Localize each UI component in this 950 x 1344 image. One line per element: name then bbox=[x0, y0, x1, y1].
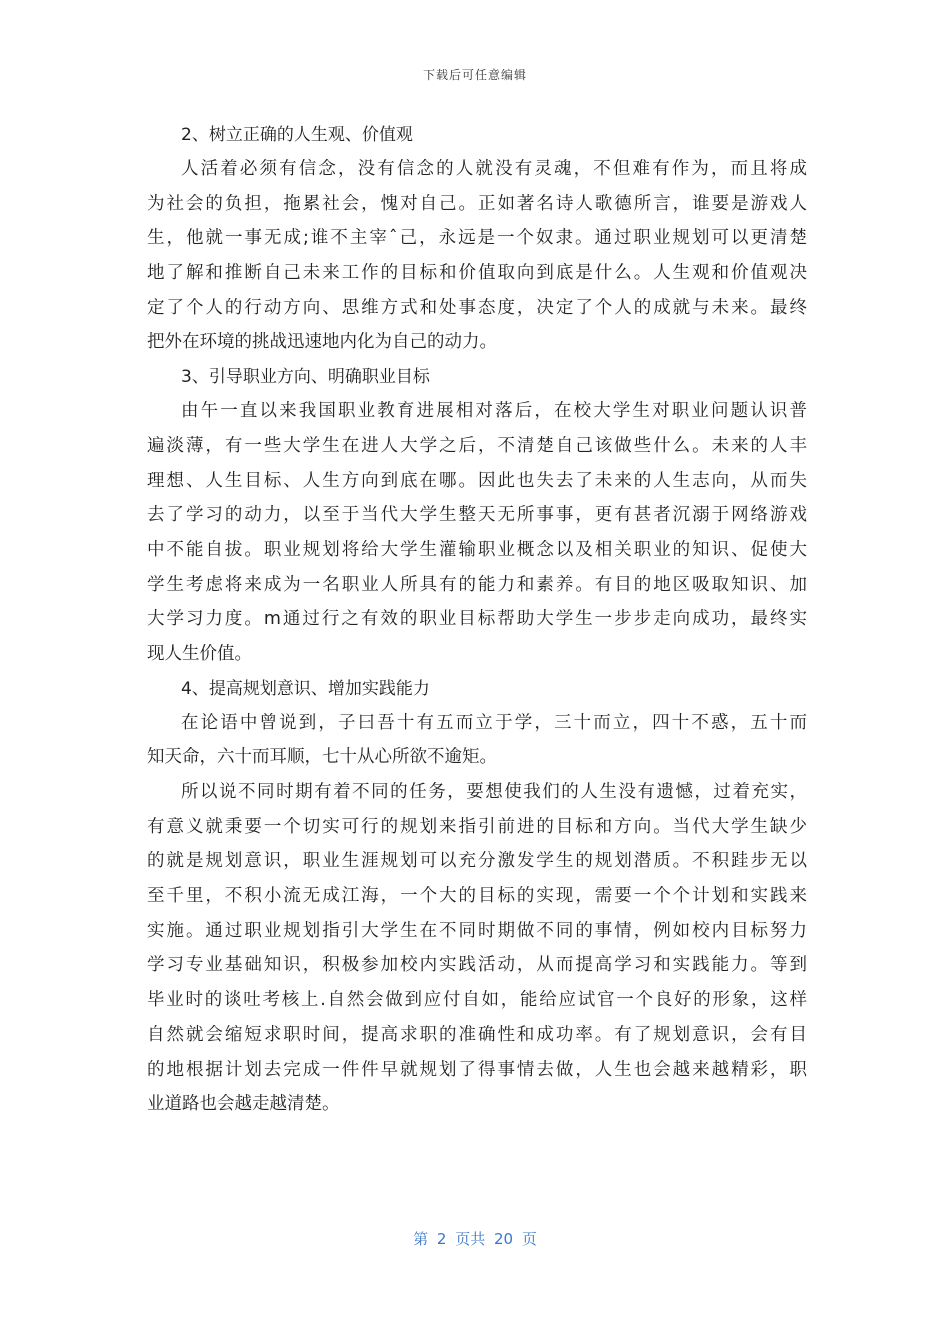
text-line: 中不能自拔。职业规划将给大学生灌输职业概念以及相关职业的知识、促使大 bbox=[147, 539, 807, 560]
section-heading-3: 3、引导职业方向、明确职业目标 bbox=[181, 367, 430, 388]
text-line: 定了个人的行动方向、思维方式和处事态度，决定了个人的成就与未来。最终 bbox=[147, 297, 807, 318]
section-heading-2: 2、树立正确的人生观、价值观 bbox=[181, 125, 413, 145]
text-line: 所以说不同时期有着不同的任务，要想使我们的人生没有遗憾，过着充实， bbox=[181, 782, 807, 802]
text-line: 地了解和推断自己未来工作的目标和价值取向到底是什么。人生观和价值观决 bbox=[147, 263, 807, 284]
text-line: 遍淡薄，有一些大学生在进人大学之后，不清楚自己该做些什么。未来的人丰 bbox=[147, 435, 807, 456]
text-line: 在论语中曾说到，子曰吾十有五而立于学，三十而立，四十不惑，五十而 bbox=[181, 712, 807, 733]
section-heading-4: 4、提高规划意识、增加实践能力 bbox=[181, 678, 430, 699]
text-line: 的地根据计划去完成一件件早就规划了得事情去做，人生也会越来越精彩，职 bbox=[147, 1059, 807, 1080]
text-line: 去了学习的动力，以至于当代大学生整天无所事事，更有甚者沉溺于网络游戏 bbox=[147, 505, 807, 526]
page-header: 下载后可任意编辑 bbox=[422, 68, 527, 82]
paragraph-2-1 bbox=[147, 152, 807, 360]
text-line: 自然就会缩短求职时间，提高求职的准确性和成功率。有了规划意识，会有目 bbox=[147, 1024, 807, 1045]
text-line: 知天命，六十而耳顺，七十从心所欲不逾矩。 bbox=[147, 747, 497, 768]
text-line: 实施。通过职业规划指引大学生在不同时期做不同的事情，例如校内目标努力 bbox=[147, 920, 807, 941]
text-line: 毕业时的谈吐考核上.自然会做到应付自如，能给应试官一个良好的形象，这样 bbox=[147, 990, 807, 1011]
paragraph-3-1 bbox=[147, 394, 807, 672]
paragraph-4-1 bbox=[147, 706, 807, 775]
text-line: 有意义就秉要一个切实可行的规划来指引前进的目标和方向。当代大学生缺少 bbox=[147, 816, 807, 837]
text-line: 业道路也会越走越清楚。 bbox=[147, 1094, 340, 1115]
paragraph-4-2 bbox=[147, 775, 807, 1122]
text-line: 人活着必须有信念，没有信念的人就没有灵魂，不但难有作为，而且将成 bbox=[181, 159, 807, 179]
text-line: 现人生价值。 bbox=[147, 643, 252, 664]
text-line: 学生考虑将来成为一名职业人所具有的能力和素养。有目的地区吸取知识、加 bbox=[147, 574, 807, 595]
text-line: 学习专业基础知识，积极参加校内实践活动，从而提高学习和实践能力。等到 bbox=[147, 955, 807, 976]
text-line: 把外在环境的挑战迅速地内化为自己的动力。 bbox=[147, 332, 497, 353]
text-line: 为社会的负担，拖累社会，愧对自己。正如著名诗人歌德所言，谁要是游戏人 bbox=[147, 193, 807, 214]
text-line: 至千里，不积小流无成江海，一个大的目标的实现，需要一个个计划和实践来 bbox=[147, 886, 807, 907]
text-line: 生，他就一事无成;谁不主宰ˆ己，永远是一个奴隶。通过职业规划可以更清楚 bbox=[147, 228, 807, 249]
text-line: 大学习力度。m通过行之有效的职业目标帮助大学生一步步走向成功，最终实 bbox=[147, 609, 807, 630]
text-line: 理想、人生目标、人生方向到底在哪。因此也失去了未来的人生志向，从而失 bbox=[147, 470, 807, 491]
document-body bbox=[147, 118, 807, 1122]
text-line: 的就是规划意识，职业生涯规划可以充分激发学生的规划潜质。不积跬步无以 bbox=[147, 851, 807, 872]
page-number: 第 2 页共 20 页 bbox=[413, 1230, 537, 1248]
text-line: 由午一直以来我国职业教育进展相对落后，在校大学生对职业问题认识普 bbox=[181, 401, 807, 422]
